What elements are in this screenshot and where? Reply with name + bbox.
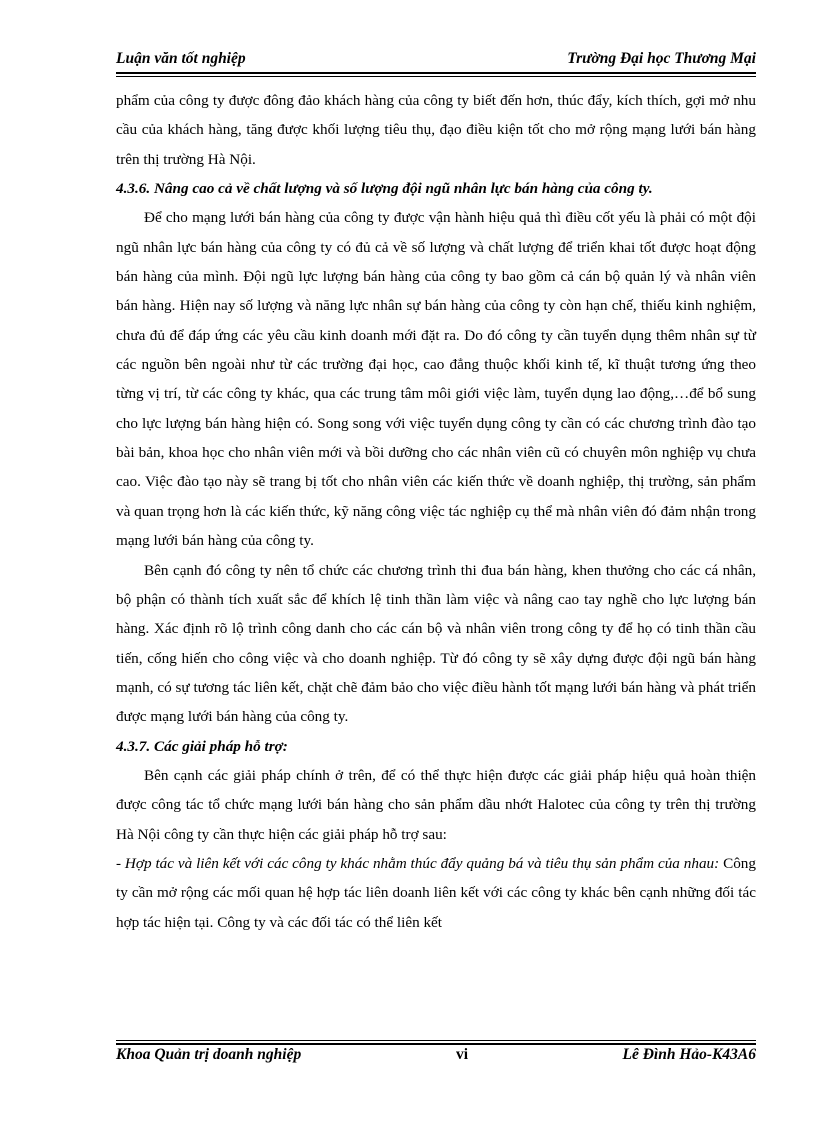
- footer-faculty: Khoa Quản trị doanh nghiệp: [116, 1046, 302, 1063]
- paragraph-continuation: phẩm của công ty được đông đảo khách hàng của công ty biết đến hơn, thúc đẩy, kích thích, gợi mở nhu cầu của khách hàng, tăng được khối lượng tiêu thụ, đạo điều kiện tốt cho mở rộng mạng lưới bán hàng trên thị trường Hà Nội.: [116, 92, 756, 168]
- page-footer: [116, 1046, 756, 1068]
- footer-author: Lê Đình Hảo-K43A6: [622, 1046, 756, 1063]
- footer-rule: [116, 1043, 756, 1045]
- section-heading-4-3-6: 4.3.6. Nâng cao cả về chất lượng và số lượng đội ngũ nhân lực bán hàng của công ty.: [116, 180, 653, 198]
- footer-rule-thin: [116, 1040, 756, 1041]
- page-number: vi: [456, 1046, 469, 1063]
- cooperation-lead: - Hợp tác và liên kết với các công ty khác nhằm thúc đẩy quảng bá và tiêu thụ sản phẩm của nhau:: [116, 854, 720, 872]
- header-rule-thin: [116, 76, 756, 77]
- paragraph-staffing: Để cho mạng lưới bán hàng của công ty được vận hành hiệu quả thì điều cốt yếu là phải có một đội ngũ nhân lực bán hàng của công ty có đủ cả về số lượng và chất lượng để triển khai tốt được hoạt động bán hàng của mình. Đội ngũ lực lượng bán hàng của công ty bao gồm cả cán bộ quản lý và nhân viên bán hàng. Hiện nay số lượng và năng lực nhân sự bán hàng của công ty còn hạn chế, thiếu kinh nghiệm, chưa đủ để đáp ứng các yêu cầu kinh doanh mới đặt ra. Do đó công ty cần tuyển dụng thêm nhân sự từ các nguồn bên ngoài như từ các trường đại học, cao đẳng thuộc khối kinh tế, kĩ thuật tương ứng theo từng vị trí, từ các công ty khác, qua các trung tâm môi giới việc làm, tuyển dụng lao động,…để bổ sung cho lực lượng bán hàng hiện có. Song song với việc tuyển dụng công ty cần có các chương trình đào tạo bài bản, khoa học cho nhân viên mới và bồi dưỡng cho các nhân viên cũ có chuyên môn nghiệp vụ chưa cao. Việc đào tạo này sẽ trang bị tốt cho nhân viên các kiến thức về doanh nghiệp, thị trường, sản phẩm và quan trọng hơn là các kiến thức, kỹ năng công việc tác nghiệp cụ thể mà nhân viên đó đảm nhận trong mạng lưới bán hàng của công ty.: [116, 209, 756, 550]
- header-thesis-label: Luận văn tốt nghiệp: [116, 50, 246, 67]
- paragraph-cooperation: [116, 849, 756, 937]
- paragraph-support-intro: Bên cạnh các giải pháp chính ở trên, để có thể thực hiện được các giải pháp hiệu quả hoàn thiện được công tác tổ chức mạng lưới bán hàng cho sản phẩm dầu nhớt Halotec của công ty trên thị trường Hà Nội công ty cần thực hiện các giải pháp hỗ trợ sau:: [116, 766, 756, 843]
- header-rule: [116, 72, 756, 74]
- page-header: [116, 48, 756, 72]
- page-body: [116, 86, 756, 937]
- header-university: Trường Đại học Thương Mại: [567, 50, 756, 67]
- paragraph-competition: Bên cạnh đó công ty nên tổ chức các chương trình thi đua bán hàng, khen thưởng cho các cá nhân, bộ phận có thành tích xuất sắc để khích lệ tinh thần làm việc và nâng cao tay nghề cho lực lượng bán hàng. Xác định rõ lộ trình công danh cho các cán bộ và nhân viên trong công ty để họ có tinh thần cầu tiến, cống hiến cho công việc và cho doanh nghiệp. Từ đó công ty sẽ xây dựng được đội ngũ bán hàng mạnh, có sự tương tác liên kết, chặt chẽ đảm bảo cho việc điều hành tốt mạng lưới bán hàng và phát triển được mạng lưới bán hàng của công ty.: [116, 561, 756, 726]
- section-heading-4-3-7: 4.3.7. Các giải pháp hỗ trợ:: [116, 737, 288, 755]
- cooperation-text: Công ty cần mở rộng các mối quan hệ hợp tác liên doanh liên kết với các công ty khác bên cạnh những đối tác hợp tác hiện tại. Công ty và các đối tác có thể liên kết: [116, 854, 756, 931]
